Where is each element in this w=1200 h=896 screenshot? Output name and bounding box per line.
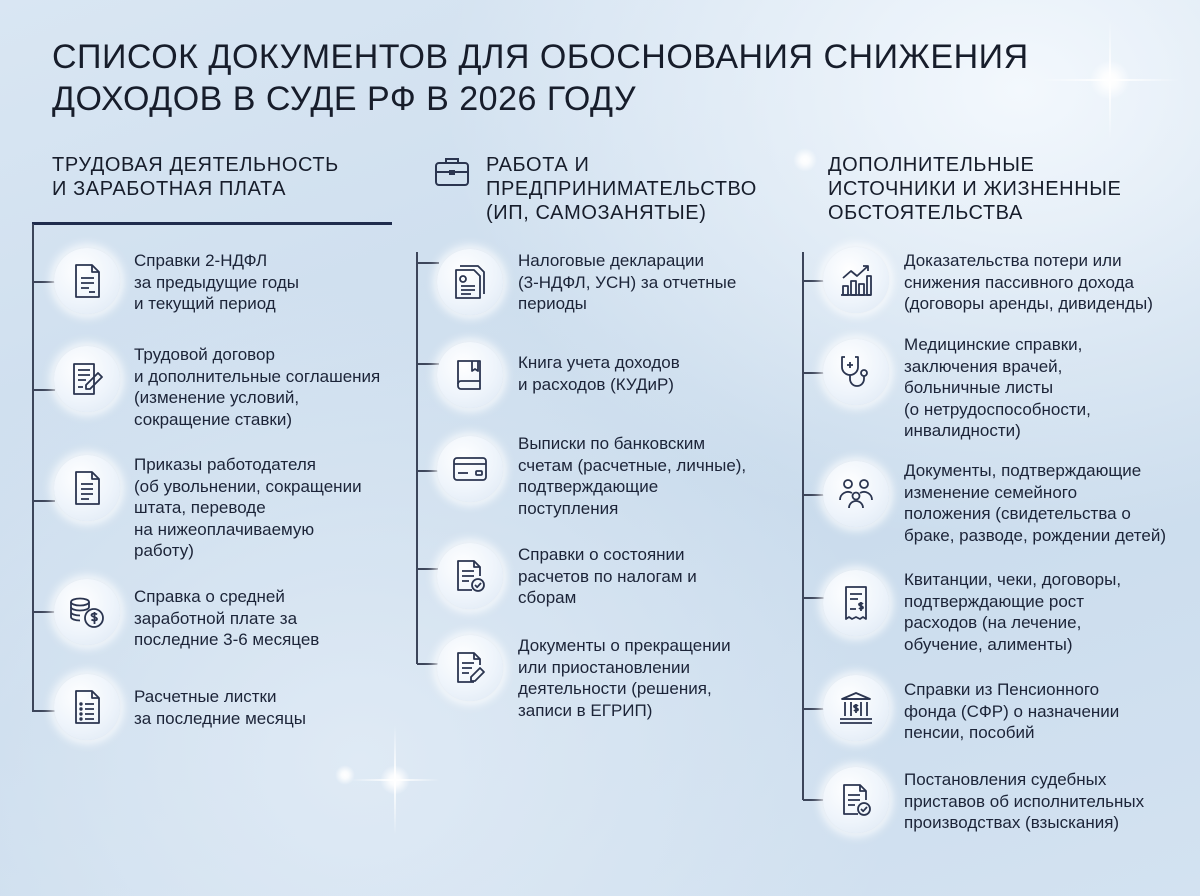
tree-tick: [803, 494, 825, 496]
list-item: Квитанции, чеки, договоры, подтверждающие рост расходов (на лечение, обучение, алименты): [904, 570, 1122, 654]
tree-line: [416, 252, 418, 664]
checked-document-icon: [437, 543, 503, 609]
contract-pen-icon: [54, 346, 120, 412]
tree-tick: [803, 280, 825, 282]
order-document-icon: [54, 455, 120, 521]
document-edit-icon: [437, 635, 503, 701]
bank-card-icon: [437, 436, 503, 502]
list-item: Налоговые декларации (3-НДФЛ, УСН) за отчетные периоды: [518, 251, 737, 313]
briefcase-icon: [434, 155, 470, 187]
sparkle-decoration: [330, 760, 360, 790]
tree-tick: [417, 663, 439, 665]
list-item: Документы о прекращении или приостановлении деятельности (решения, записи в ЕГРИП): [518, 636, 731, 720]
tree-tick: [33, 611, 55, 613]
tree-tick: [33, 710, 55, 712]
payslip-list-icon: [54, 674, 120, 740]
tax-declaration-icon: [437, 249, 503, 315]
chart-growth-icon: [823, 247, 889, 313]
heading-underline: [32, 222, 392, 225]
coins-dollar-icon: [54, 579, 120, 645]
list-item: Документы, подтверждающие изменение семейного положения (свидетельства о браке, разводе, рождении детей): [904, 461, 1167, 545]
tree-tick: [803, 372, 825, 374]
column-heading-business: РАБОТА И ПРЕДПРИНИМАТЕЛЬСТВО (ИП, САМОЗАНЯТЫЕ): [486, 154, 757, 224]
sparkle-decoration: [785, 140, 825, 180]
tree-tick: [803, 708, 825, 710]
tree-tick: [803, 597, 825, 599]
tree-tick: [417, 262, 439, 264]
list-item: Выписки по банковским счетам (расчетные, личные), подтверждающие поступления: [518, 434, 747, 518]
stethoscope-icon: [823, 339, 889, 405]
tree-tick: [33, 281, 55, 283]
list-item: Справка о средней заработной плате за последние 3-6 месяцев: [134, 587, 320, 649]
list-item: Справки из Пенсионного фонда (СФР) о назначении пенсии, пособий: [904, 680, 1120, 742]
list-item: Доказательства потери или снижения пассивного дохода (договоры аренды, дивиденды): [904, 251, 1153, 313]
tree-line: [802, 252, 804, 800]
list-item: Книга учета доходов и расходов (КУДиР): [518, 353, 680, 394]
column-heading-labor: ТРУДОВАЯ ДЕЯТЕЛЬНОСТЬ И ЗАРАБОТНАЯ ПЛАТА: [52, 154, 339, 200]
document-icon: [54, 248, 120, 314]
list-item: Медицинские справки, заключения врачей, больничные листы (о нетрудоспособности, инвалидности): [904, 335, 1091, 440]
list-item: Трудовой договор и дополнительные соглашения (изменение условий, сокращение ставки): [134, 345, 381, 429]
family-icon: [823, 461, 889, 527]
column-heading-additional: ДОПОЛНИТЕЛЬНЫЕ ИСТОЧНИКИ И ЖИЗНЕННЫЕ ОБСТОЯТЕЛЬСТВА: [828, 154, 1122, 224]
list-item: Справки о состоянии расчетов по налогам и сборам: [518, 545, 697, 607]
tree-tick: [417, 568, 439, 570]
page-title: СПИСОК ДОКУМЕНТОВ ДЛЯ ОБОСНОВАНИЯ СНИЖЕНИЯ ДОХОДОВ В СУДЕ РФ В 2026 ГОДУ: [52, 38, 1029, 118]
list-item: Справки 2-НДФЛ за предыдущие годы и текущий период: [134, 251, 299, 313]
tree-tick: [417, 363, 439, 365]
court-order-icon: [823, 767, 889, 833]
sparkle-decoration: [350, 725, 440, 835]
ledger-book-icon: [437, 342, 503, 408]
tree-tick: [33, 500, 55, 502]
list-item: Расчетные листки за последние месяцы: [134, 687, 306, 728]
tree-tick: [33, 389, 55, 391]
pension-fund-icon: [823, 675, 889, 741]
list-item: Приказы работодателя (об увольнении, сокращении штата, переводе на нижеоплачиваемую работу): [134, 455, 362, 560]
list-item: Постановления судебных приставов об исполнительных производствах (взыскания): [904, 770, 1145, 832]
sparkle-decoration: [1040, 20, 1180, 140]
tree-tick: [803, 799, 825, 801]
tree-line: [32, 224, 34, 712]
tree-tick: [417, 470, 439, 472]
receipt-icon: [823, 570, 889, 636]
